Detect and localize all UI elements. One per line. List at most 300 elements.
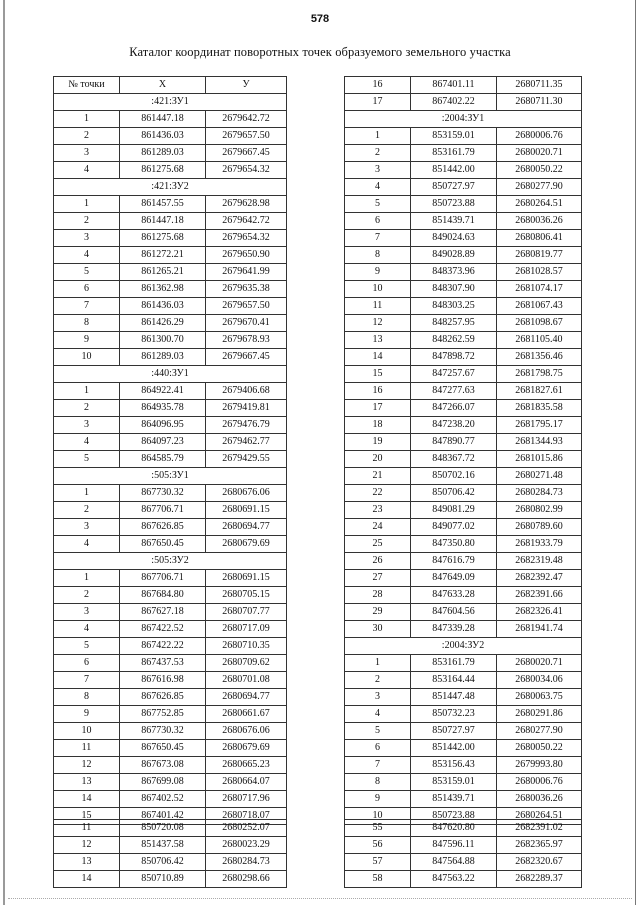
y-coordinate-cell: 2680694.77 xyxy=(206,689,287,706)
x-coordinate-cell: 851437.58 xyxy=(120,837,206,854)
x-coordinate-cell: 861275.68 xyxy=(120,162,206,179)
point-number-cell: 4 xyxy=(54,434,120,451)
point-number-cell: 8 xyxy=(54,689,120,706)
parcel-group-label: :2004:ЗУ1 xyxy=(345,111,582,128)
point-number-cell: 13 xyxy=(345,332,411,349)
point-number-cell: 23 xyxy=(345,502,411,519)
x-coordinate-cell: 851439.71 xyxy=(411,213,497,230)
table-row xyxy=(345,672,582,689)
table-row xyxy=(54,519,287,536)
x-coordinate-cell: 848262.59 xyxy=(411,332,497,349)
y-coordinate-cell: 2680709.62 xyxy=(206,655,287,672)
table-row xyxy=(345,553,582,570)
table-row xyxy=(345,791,582,808)
x-coordinate-cell: 850706.42 xyxy=(411,485,497,502)
x-coordinate-cell: 867422.52 xyxy=(120,621,206,638)
parcel-group-row xyxy=(345,111,582,128)
point-number-cell: 9 xyxy=(54,332,120,349)
table-row xyxy=(54,451,287,468)
y-coordinate-cell: 2680679.69 xyxy=(206,536,287,553)
x-coordinate-cell: 867616.98 xyxy=(120,672,206,689)
point-number-cell: 14 xyxy=(345,349,411,366)
point-number-cell: 55 xyxy=(345,820,411,837)
point-number-cell: 6 xyxy=(54,655,120,672)
x-coordinate-cell: 867730.32 xyxy=(120,485,206,502)
y-coordinate-cell: 2680665.23 xyxy=(206,757,287,774)
y-coordinate-cell: 2680264.51 xyxy=(497,808,582,825)
y-coordinate-cell: 2680819.77 xyxy=(497,247,582,264)
y-coordinate-cell: 2679654.32 xyxy=(206,162,287,179)
x-coordinate-cell: 861275.68 xyxy=(120,230,206,247)
table-row xyxy=(54,434,287,451)
x-coordinate-cell: 850710.89 xyxy=(120,871,206,888)
x-coordinate-cell: 867627.18 xyxy=(120,604,206,621)
table-row xyxy=(345,536,582,553)
table-row xyxy=(345,349,582,366)
point-number-cell: 13 xyxy=(54,774,120,791)
parcel-group-label: :440:ЗУ1 xyxy=(54,366,287,383)
table-row xyxy=(345,837,582,854)
y-coordinate-cell: 2679429.55 xyxy=(206,451,287,468)
y-coordinate-cell: 2679667.45 xyxy=(206,145,287,162)
y-coordinate-cell: 2679642.72 xyxy=(206,213,287,230)
y-coordinate-cell: 2679628.98 xyxy=(206,196,287,213)
y-coordinate-cell: 2681835.58 xyxy=(497,400,582,417)
point-number-cell: 10 xyxy=(345,808,411,825)
parcel-group-row xyxy=(345,638,582,655)
parcel-group-row xyxy=(54,366,287,383)
y-coordinate-cell: 2680252.07 xyxy=(206,820,287,837)
table-row xyxy=(345,757,582,774)
x-coordinate-cell: 867706.71 xyxy=(120,502,206,519)
y-coordinate-cell: 2680036.26 xyxy=(497,213,582,230)
parcel-group-row xyxy=(54,553,287,570)
x-coordinate-cell: 847633.28 xyxy=(411,587,497,604)
table-row xyxy=(345,740,582,757)
table-row xyxy=(54,740,287,757)
point-number-cell: 12 xyxy=(54,757,120,774)
page-number: 578 xyxy=(310,13,330,25)
table-row xyxy=(345,706,582,723)
x-coordinate-cell: 850706.42 xyxy=(120,854,206,871)
y-coordinate-cell: 2681098.67 xyxy=(497,315,582,332)
point-number-cell: 1 xyxy=(345,655,411,672)
point-number-cell: 2 xyxy=(345,672,411,689)
x-coordinate-cell: 867437.53 xyxy=(120,655,206,672)
point-number-cell: 24 xyxy=(345,519,411,536)
y-coordinate-cell: 2680063.75 xyxy=(497,689,582,706)
x-coordinate-cell: 851442.00 xyxy=(411,162,497,179)
point-number-cell: 2 xyxy=(54,502,120,519)
x-coordinate-cell: 867401.11 xyxy=(411,77,497,94)
y-coordinate-cell: 2680298.66 xyxy=(206,871,287,888)
table-row xyxy=(54,689,287,706)
x-coordinate-cell: 853161.79 xyxy=(411,145,497,162)
point-number-cell: 1 xyxy=(54,383,120,400)
point-number-cell: 17 xyxy=(345,94,411,111)
x-coordinate-cell: 848307.90 xyxy=(411,281,497,298)
y-coordinate-cell: 2680705.15 xyxy=(206,587,287,604)
column-header-x: X xyxy=(120,77,206,94)
y-coordinate-cell: 2679670.41 xyxy=(206,315,287,332)
point-number-cell: 17 xyxy=(345,400,411,417)
y-coordinate-cell: 2681798.75 xyxy=(497,366,582,383)
table-row xyxy=(345,196,582,213)
y-coordinate-cell: 2680701.08 xyxy=(206,672,287,689)
table-row xyxy=(54,315,287,332)
y-coordinate-cell: 2681795.17 xyxy=(497,417,582,434)
table-row xyxy=(345,298,582,315)
y-coordinate-cell: 2680020.71 xyxy=(497,655,582,672)
table-row xyxy=(345,434,582,451)
table-row xyxy=(54,128,287,145)
parcel-group-row xyxy=(54,468,287,485)
x-coordinate-cell: 847898.72 xyxy=(411,349,497,366)
y-coordinate-cell: 2680661.67 xyxy=(206,706,287,723)
x-coordinate-cell: 853164.44 xyxy=(411,672,497,689)
y-coordinate-cell: 2679654.32 xyxy=(206,230,287,247)
point-number-cell: 19 xyxy=(345,434,411,451)
y-coordinate-cell: 2681067.43 xyxy=(497,298,582,315)
parcel-group-row xyxy=(54,179,287,196)
point-number-cell: 5 xyxy=(54,264,120,281)
y-coordinate-cell: 2680806.41 xyxy=(497,230,582,247)
x-coordinate-cell: 861272.21 xyxy=(120,247,206,264)
table-row xyxy=(54,383,287,400)
table-row xyxy=(345,145,582,162)
table-row xyxy=(54,417,287,434)
x-coordinate-cell: 850732.23 xyxy=(411,706,497,723)
y-coordinate-cell: 2681028.57 xyxy=(497,264,582,281)
parcel-group-label: :421:ЗУ2 xyxy=(54,179,287,196)
y-coordinate-cell: 2680707.77 xyxy=(206,604,287,621)
table-row xyxy=(345,162,582,179)
parcel-group-label: :421:ЗУ1 xyxy=(54,94,287,111)
y-coordinate-cell: 2680271.48 xyxy=(497,468,582,485)
x-coordinate-cell: 848303.25 xyxy=(411,298,497,315)
point-number-cell: 3 xyxy=(345,162,411,179)
point-number-cell: 22 xyxy=(345,485,411,502)
point-number-cell: 8 xyxy=(345,774,411,791)
table-row xyxy=(54,281,287,298)
table-row xyxy=(345,468,582,485)
x-coordinate-cell: 850727.97 xyxy=(411,723,497,740)
page-title: Каталог координат поворотных точек образуемого земельного участка xyxy=(129,45,511,59)
y-coordinate-cell: 2680710.35 xyxy=(206,638,287,655)
table-row xyxy=(54,298,287,315)
table-row xyxy=(345,264,582,281)
table-row xyxy=(54,570,287,587)
x-coordinate-cell: 867422.22 xyxy=(120,638,206,655)
point-number-cell: 4 xyxy=(345,179,411,196)
x-coordinate-cell: 864097.23 xyxy=(120,434,206,451)
x-coordinate-cell: 847350.80 xyxy=(411,536,497,553)
y-coordinate-cell: 2681941.74 xyxy=(497,621,582,638)
table-row xyxy=(345,383,582,400)
x-coordinate-cell: 867752.85 xyxy=(120,706,206,723)
y-coordinate-cell: 2679657.50 xyxy=(206,298,287,315)
table-row xyxy=(345,128,582,145)
y-coordinate-cell: 2680284.73 xyxy=(206,854,287,871)
point-number-cell: 1 xyxy=(54,196,120,213)
x-coordinate-cell: 847238.20 xyxy=(411,417,497,434)
point-number-cell: 16 xyxy=(345,383,411,400)
x-coordinate-cell: 867673.08 xyxy=(120,757,206,774)
y-coordinate-cell: 2679642.72 xyxy=(206,111,287,128)
y-coordinate-cell: 2680284.73 xyxy=(497,485,582,502)
table-row xyxy=(345,587,582,604)
point-number-cell: 3 xyxy=(54,519,120,536)
x-coordinate-cell: 861447.18 xyxy=(120,111,206,128)
y-coordinate-cell: 2680711.35 xyxy=(497,77,582,94)
table-row xyxy=(54,196,287,213)
y-coordinate-cell: 2682326.41 xyxy=(497,604,582,621)
y-coordinate-cell: 2680034.06 xyxy=(497,672,582,689)
x-coordinate-cell: 849077.02 xyxy=(411,519,497,536)
table-row xyxy=(54,145,287,162)
x-coordinate-cell: 864585.79 xyxy=(120,451,206,468)
x-coordinate-cell: 847563.22 xyxy=(411,871,497,888)
table-row xyxy=(345,570,582,587)
y-coordinate-cell: 2680802.99 xyxy=(497,502,582,519)
table-row xyxy=(345,417,582,434)
point-number-cell: 30 xyxy=(345,621,411,638)
table-row xyxy=(345,604,582,621)
x-coordinate-cell: 861289.03 xyxy=(120,349,206,366)
y-coordinate-cell: 2681074.17 xyxy=(497,281,582,298)
point-number-cell: 14 xyxy=(54,791,120,808)
x-coordinate-cell: 861457.55 xyxy=(120,196,206,213)
point-number-cell: 12 xyxy=(345,315,411,332)
y-coordinate-cell: 2679476.79 xyxy=(206,417,287,434)
parcel-group-row xyxy=(54,94,287,111)
point-number-cell: 7 xyxy=(54,298,120,315)
point-number-cell: 1 xyxy=(345,128,411,145)
x-coordinate-cell: 861362.98 xyxy=(120,281,206,298)
x-coordinate-cell: 861436.03 xyxy=(120,298,206,315)
table-row xyxy=(54,706,287,723)
x-coordinate-cell: 861265.21 xyxy=(120,264,206,281)
point-number-cell: 3 xyxy=(345,689,411,706)
y-coordinate-cell: 2679678.93 xyxy=(206,332,287,349)
point-number-cell: 1 xyxy=(54,111,120,128)
x-coordinate-cell: 853159.01 xyxy=(411,128,497,145)
x-coordinate-cell: 851447.48 xyxy=(411,689,497,706)
table-row xyxy=(54,111,287,128)
table-row xyxy=(54,162,287,179)
x-coordinate-cell: 848367.72 xyxy=(411,451,497,468)
x-coordinate-cell: 848257.95 xyxy=(411,315,497,332)
y-coordinate-cell: 2681344.93 xyxy=(497,434,582,451)
x-coordinate-cell: 861300.70 xyxy=(120,332,206,349)
x-coordinate-cell: 847604.56 xyxy=(411,604,497,621)
table-row xyxy=(54,400,287,417)
point-number-cell: 10 xyxy=(54,349,120,366)
point-number-cell: 11 xyxy=(54,740,120,757)
x-coordinate-cell: 847339.28 xyxy=(411,621,497,638)
parcel-group-label: :505:ЗУ2 xyxy=(54,553,287,570)
point-number-cell: 6 xyxy=(345,740,411,757)
point-number-cell: 14 xyxy=(54,871,120,888)
point-number-cell: 6 xyxy=(54,281,120,298)
table-row xyxy=(345,689,582,706)
point-number-cell: 6 xyxy=(345,213,411,230)
point-number-cell: 56 xyxy=(345,837,411,854)
table-row xyxy=(54,820,287,837)
y-coordinate-cell: 2680694.77 xyxy=(206,519,287,536)
table-row xyxy=(345,281,582,298)
x-coordinate-cell: 864935.78 xyxy=(120,400,206,417)
y-coordinate-cell: 2682392.47 xyxy=(497,570,582,587)
point-number-cell: 11 xyxy=(54,820,120,837)
y-coordinate-cell: 2680691.15 xyxy=(206,570,287,587)
table-row xyxy=(345,774,582,791)
y-coordinate-cell: 2680676.06 xyxy=(206,485,287,502)
y-coordinate-cell: 2682319.48 xyxy=(497,553,582,570)
x-coordinate-cell: 867402.22 xyxy=(411,94,497,111)
table-row xyxy=(54,247,287,264)
x-coordinate-cell: 847257.67 xyxy=(411,366,497,383)
x-coordinate-cell: 867626.85 xyxy=(120,689,206,706)
y-coordinate-cell: 2680050.22 xyxy=(497,162,582,179)
table-row xyxy=(54,638,287,655)
point-number-cell: 12 xyxy=(54,837,120,854)
coordinates-table-right xyxy=(344,76,582,825)
y-coordinate-cell: 2680050.22 xyxy=(497,740,582,757)
x-coordinate-cell: 867730.32 xyxy=(120,723,206,740)
y-coordinate-cell: 2680036.26 xyxy=(497,791,582,808)
point-number-cell: 4 xyxy=(54,247,120,264)
x-coordinate-cell: 861447.18 xyxy=(120,213,206,230)
x-coordinate-cell: 851442.00 xyxy=(411,740,497,757)
y-coordinate-cell: 2679993.80 xyxy=(497,757,582,774)
table-row xyxy=(345,871,582,888)
y-coordinate-cell: 2681933.79 xyxy=(497,536,582,553)
point-number-cell: 4 xyxy=(54,621,120,638)
y-coordinate-cell: 2679419.81 xyxy=(206,400,287,417)
y-coordinate-cell: 2679641.99 xyxy=(206,264,287,281)
point-number-cell: 57 xyxy=(345,854,411,871)
y-coordinate-cell: 2681827.61 xyxy=(497,383,582,400)
table-row xyxy=(54,672,287,689)
table-row xyxy=(345,820,582,837)
x-coordinate-cell: 867650.45 xyxy=(120,740,206,757)
point-number-cell: 2 xyxy=(54,587,120,604)
table-row xyxy=(345,400,582,417)
y-coordinate-cell: 2680718.07 xyxy=(206,808,287,825)
point-number-cell: 3 xyxy=(54,230,120,247)
x-coordinate-cell: 861426.29 xyxy=(120,315,206,332)
table-row xyxy=(54,264,287,281)
x-coordinate-cell: 847620.80 xyxy=(411,820,497,837)
x-coordinate-cell: 850720.08 xyxy=(120,820,206,837)
point-number-cell: 10 xyxy=(345,281,411,298)
x-coordinate-cell: 853159.01 xyxy=(411,774,497,791)
table-row xyxy=(54,854,287,871)
scan-right-edge xyxy=(635,0,636,905)
y-coordinate-cell: 2680789.60 xyxy=(497,519,582,536)
x-coordinate-cell: 847596.11 xyxy=(411,837,497,854)
point-number-cell: 4 xyxy=(54,162,120,179)
x-coordinate-cell: 864922.41 xyxy=(120,383,206,400)
point-number-cell: 4 xyxy=(345,706,411,723)
y-coordinate-cell: 2680277.90 xyxy=(497,723,582,740)
table-row xyxy=(54,332,287,349)
parcel-group-label: :505:ЗУ1 xyxy=(54,468,287,485)
x-coordinate-cell: 847277.63 xyxy=(411,383,497,400)
x-coordinate-cell: 849024.63 xyxy=(411,230,497,247)
point-number-cell: 10 xyxy=(54,723,120,740)
x-coordinate-cell: 850723.88 xyxy=(411,196,497,213)
x-coordinate-cell: 861289.03 xyxy=(120,145,206,162)
y-coordinate-cell: 2680264.51 xyxy=(497,196,582,213)
x-coordinate-cell: 849028.89 xyxy=(411,247,497,264)
y-coordinate-cell: 2680023.29 xyxy=(206,837,287,854)
point-number-cell: 3 xyxy=(54,417,120,434)
y-coordinate-cell: 2679667.45 xyxy=(206,349,287,366)
y-coordinate-cell: 2680679.69 xyxy=(206,740,287,757)
point-number-cell: 3 xyxy=(54,604,120,621)
table-row xyxy=(54,502,287,519)
point-number-cell: 2 xyxy=(54,213,120,230)
point-number-cell: 28 xyxy=(345,587,411,604)
x-coordinate-cell: 848373.96 xyxy=(411,264,497,281)
y-coordinate-cell: 2680006.76 xyxy=(497,128,582,145)
y-coordinate-cell: 2680717.96 xyxy=(206,791,287,808)
x-coordinate-cell: 850723.88 xyxy=(411,808,497,825)
point-number-cell: 11 xyxy=(345,298,411,315)
y-coordinate-cell: 2682391.02 xyxy=(497,820,582,837)
y-coordinate-cell: 2680691.15 xyxy=(206,502,287,519)
y-coordinate-cell: 2682365.97 xyxy=(497,837,582,854)
point-number-cell: 5 xyxy=(345,196,411,213)
y-coordinate-cell: 2680717.09 xyxy=(206,621,287,638)
y-coordinate-cell: 2680291.86 xyxy=(497,706,582,723)
table-row xyxy=(345,519,582,536)
x-coordinate-cell: 847616.79 xyxy=(411,553,497,570)
table-row xyxy=(54,757,287,774)
y-coordinate-cell: 2681105.40 xyxy=(497,332,582,349)
table-row xyxy=(54,655,287,672)
x-coordinate-cell: 847649.09 xyxy=(411,570,497,587)
table-header-row xyxy=(54,77,287,94)
x-coordinate-cell: 867402.52 xyxy=(120,791,206,808)
table-row xyxy=(345,502,582,519)
point-number-cell: 29 xyxy=(345,604,411,621)
table-row xyxy=(54,485,287,502)
point-number-cell: 26 xyxy=(345,553,411,570)
x-coordinate-cell: 853161.79 xyxy=(411,655,497,672)
table-row xyxy=(54,871,287,888)
x-coordinate-cell: 867699.08 xyxy=(120,774,206,791)
y-coordinate-cell: 2679650.90 xyxy=(206,247,287,264)
table-row xyxy=(345,77,582,94)
point-number-cell: 4 xyxy=(54,536,120,553)
x-coordinate-cell: 847890.77 xyxy=(411,434,497,451)
y-coordinate-cell: 2679406.68 xyxy=(206,383,287,400)
x-coordinate-cell: 867684.80 xyxy=(120,587,206,604)
x-coordinate-cell: 867401.42 xyxy=(120,808,206,825)
table-row xyxy=(345,723,582,740)
point-number-cell: 9 xyxy=(54,706,120,723)
table-row xyxy=(345,230,582,247)
point-number-cell: 5 xyxy=(54,451,120,468)
point-number-cell: 7 xyxy=(345,230,411,247)
table-row xyxy=(54,791,287,808)
y-coordinate-cell: 2679462.77 xyxy=(206,434,287,451)
table-row xyxy=(54,604,287,621)
x-coordinate-cell: 853156.43 xyxy=(411,757,497,774)
